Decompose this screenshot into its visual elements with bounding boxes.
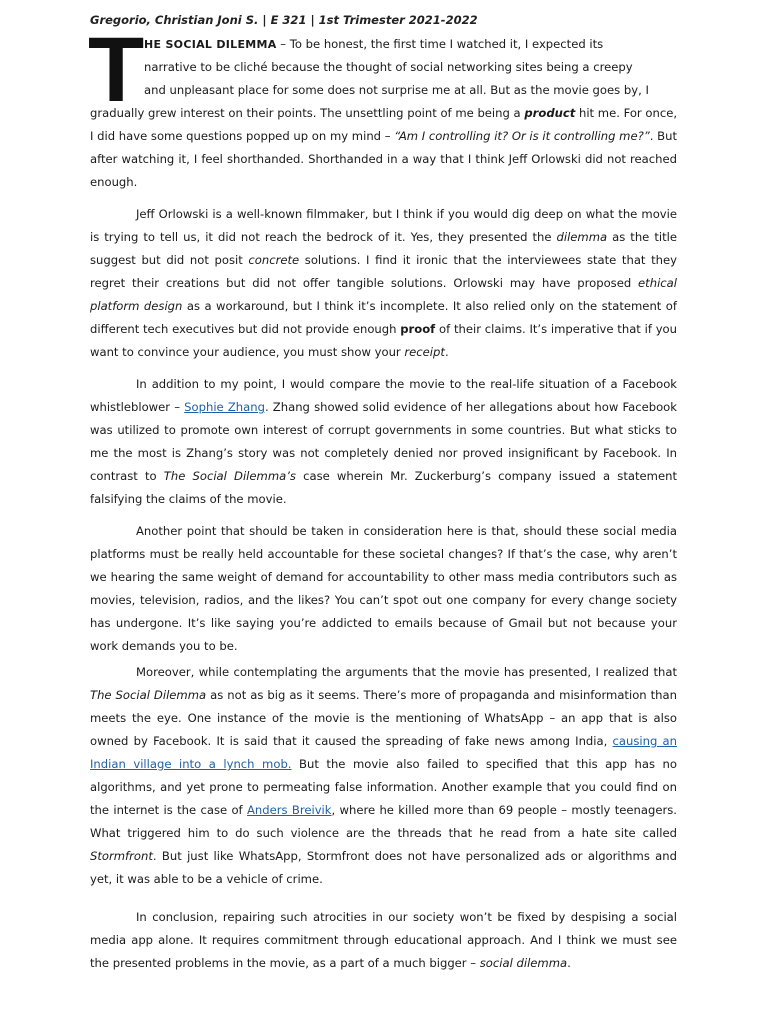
document-header: Gregorio, Christian Joni S. | E 321 | 1st Trimester 2021-2022: [90, 13, 478, 27]
paragraph-2: Jeff Orlowski is a well-known filmmaker, but I think if you would dig deep on what the movie is trying to tell us, it did not reach the bedrock of it. Yes, they presented the dilemma as the title suggest but did not posit concrete solutions. I find it ironic that the interviewees state that they regret their creations but did not offer tangible solutions. Orlowski may have proposed ethical platform design as a workaround, but I think it’s incomplete. It also relied only on the statement of different tech executives but did not provide enough proof of their claims. It’s imperative that if you want to convince your audience, you must show your receipt.: [90, 207, 677, 359]
sophie-zhang-link[interactable]: Sophie Zhang: [184, 400, 265, 414]
paragraph-3: In addition to my point, I would compare the movie to the real-life situation of a Facebook whistleblower – Sophie Zhang. Zhang showed solid evidence of her allegations about how Facebook was utilized to promote own interest of corrupt governments in some countries. But what sticks to me the most is Zhang’s story was not completely denied nor proved insignificant by Facebook. In contrast to The Social Dilemma’s case wherein Mr. Zuckerburg’s company issued a statement falsifying the claims of the movie.: [90, 377, 677, 506]
paragraph-6: In conclusion, repairing such atrocities in our society won’t be fixed by despising a social media app alone. It requires commitment through educational approach. And I think we must see the presented problems in the movie, as a part of a much bigger – social dilemma.: [90, 910, 677, 970]
anders-breivik-link[interactable]: Anders Breivik: [246, 803, 332, 817]
essay-title: HE SOCIAL DILEMMA: [144, 38, 277, 51]
paragraph-1: HE SOCIAL DILEMMA – To be honest, the first time I watched it, I expected its narrative to be cliché because the thought of social networking sites being a creepy and unpleasant place for some does not surprise me at all. But as the movie goes by, I gradually grew interest on their points. The unsettling point of me being a product hit me. For once, I did have some questions popped up on my mind – “Am I controlling it? Or is it controlling me?”. But after watching it, I feel shorthanded. Shorthanded in a way that I think Jeff Orlowski did not reached enough.: [90, 37, 678, 189]
lynch-mob-link[interactable]: causing an Indian village into a lynch mob.: [90, 734, 677, 771]
paragraph-5: Moreover, while contemplating the arguments that the movie has presented, I realized that The Social Dilemma as not as big as it seems. There’s more of propaganda and misinformation than meets the eye. One instance of the movie is the mentioning of WhatsApp – an app that is also owned by Facebook. It is said that it caused the spreading of fake news among India, causing an Indian village into a lynch mob. But the movie also failed to specified that this app has no algorithms, and yet prone to permeating false information. Another example that you could find on the internet is the case of Anders Breivik, where he killed more than 69 people – mostly teenagers. What triggered him to do such violence are the threads that he read from a hate site called Stormfront. But just like WhatsApp, Stormfront does not have personalized ads or algorithms and yet, it was able to be a vehicle of crime.: [90, 665, 677, 886]
drop-cap-letter: T: [88, 19, 145, 121]
paragraph-4: Another point that should be taken in consideration here is that, should these social media platforms must be really held accountable for these societal changes? If that’s the case, why aren’t we hearing the same weight of demand for accountability to other mass media contributors such as movies, television, radios, and the likes? You can’t spot out one company for every change society has undergone. It’s like saying you’re addicted to emails because of Gmail but not because your work demands you to be.: [90, 524, 677, 653]
